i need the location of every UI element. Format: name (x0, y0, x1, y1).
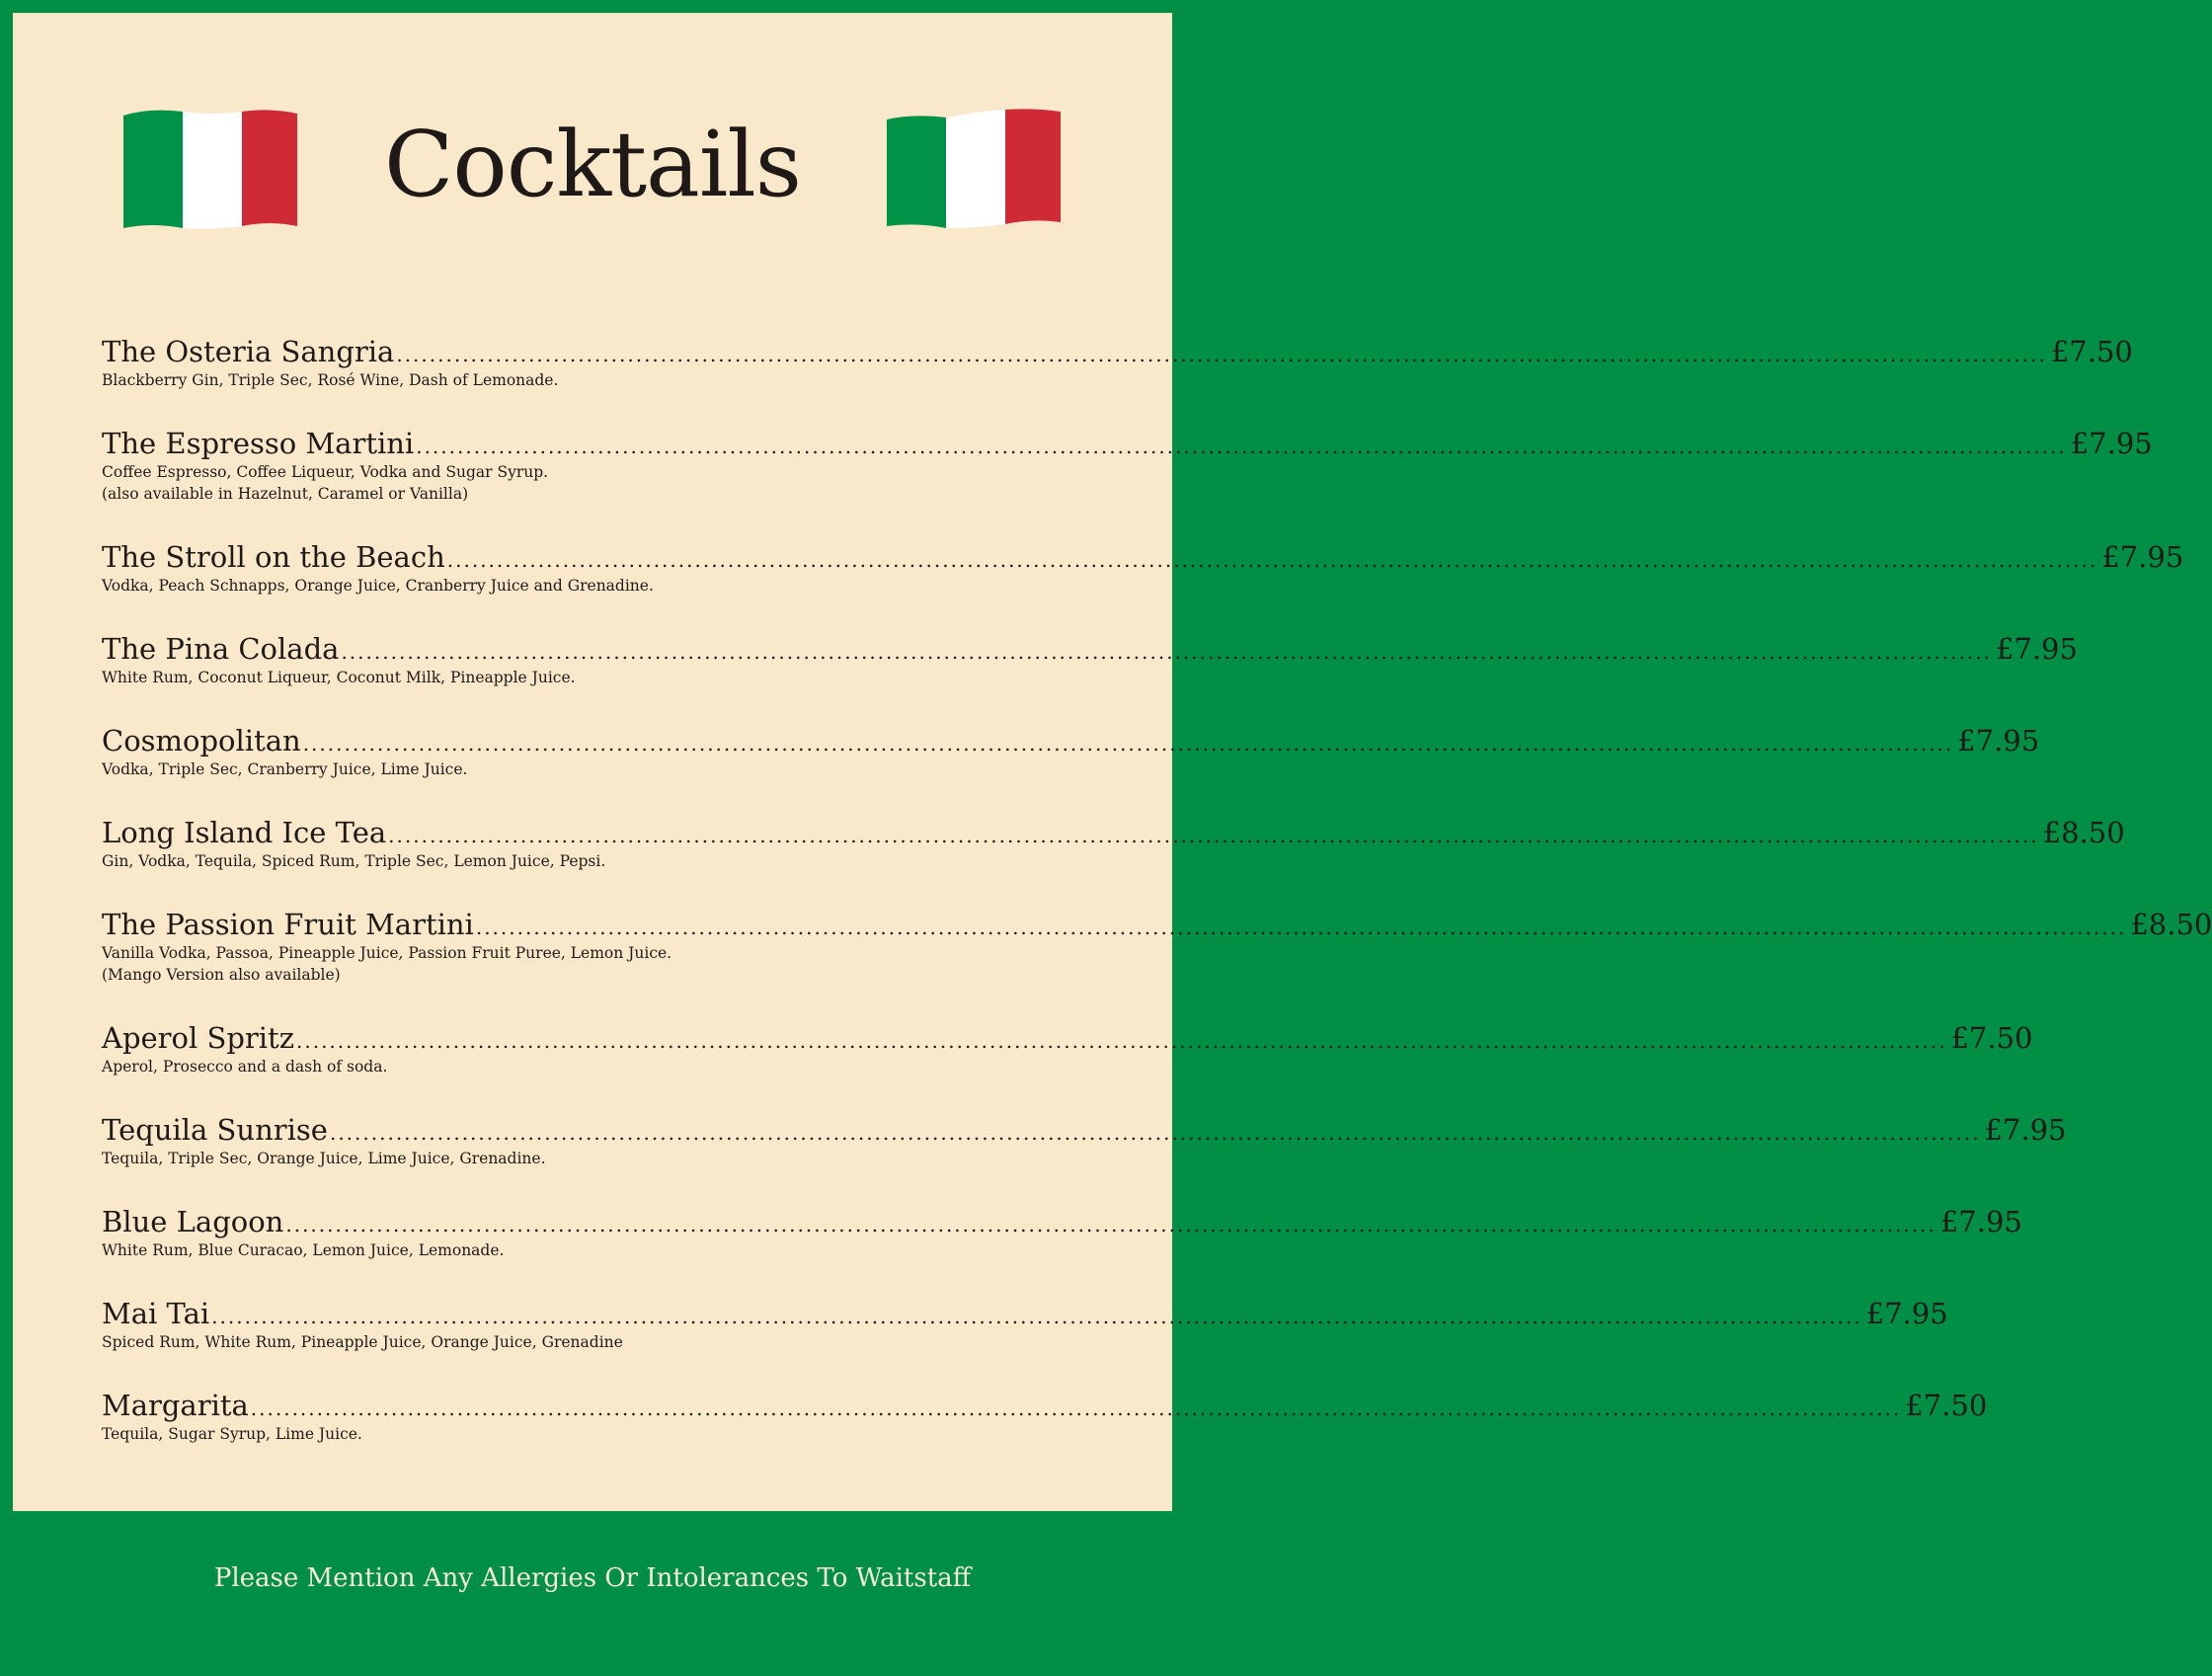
item-name: The Pina Colada (102, 632, 340, 666)
item-price: £7.95 (2101, 540, 2184, 574)
menu-item (102, 1296, 1948, 1353)
item-name: The Espresso Martini (102, 427, 415, 460)
item-name: Tequila Sunrise (102, 1113, 328, 1147)
dot-leader: ........................................................................................................................................................................................................ (211, 1305, 1862, 1328)
menu-item (102, 907, 2212, 986)
item-description: Vanilla Vodka, Passoa, Pineapple Juice, Passion Fruit Puree, Lemon Juice. (102, 944, 672, 962)
menu-item (102, 815, 2125, 872)
item-note: (also available in Hazelnut, Caramel or Vanilla) (102, 485, 469, 503)
item-description: Gin, Vodka, Tequila, Spiced Rum, Triple Sec, Lemon Juice, Pepsi. (102, 852, 606, 870)
item-price: £7.95 (1865, 1297, 1948, 1330)
item-price: £7.95 (1995, 632, 2078, 666)
dot-leader: ........................................................................................................................................................................................................ (446, 548, 2098, 572)
item-description: Aperol, Prosecco and a dash of soda. (102, 1058, 388, 1076)
menu-panel (13, 13, 2212, 1511)
item-description: Tequila, Triple Sec, Orange Juice, Lime Juice, Grenadine. (102, 1150, 546, 1167)
item-name: The Stroll on the Beach (102, 540, 445, 574)
item-price: £8.50 (2130, 908, 2212, 941)
menu-item (102, 1112, 2067, 1169)
allergy-notice: Please Mention Any Allergies Or Intolerances To Waitstaff (213, 1563, 972, 1593)
dot-leader: ........................................................................................................................................................................................................ (388, 824, 2039, 847)
item-description: Tequila, Sugar Syrup, Lime Juice. (102, 1425, 362, 1443)
item-description: White Rum, Blue Curacao, Lemon Juice, Lemonade. (102, 1241, 505, 1259)
dot-leader: ........................................................................................................................................................................................................ (396, 343, 2047, 366)
item-price: £7.50 (2050, 335, 2133, 368)
dot-leader: ........................................................................................................................................................................................................ (329, 1121, 1981, 1145)
item-name: Blue Lagoon (102, 1205, 284, 1238)
item-note: (Mango Version also available) (102, 966, 341, 984)
item-price: £7.50 (1950, 1021, 2033, 1055)
dot-leader: ........................................................................................................................................................................................................ (416, 435, 2067, 458)
item-price: £8.50 (2042, 816, 2125, 849)
item-name: Aperol Spritz (102, 1021, 294, 1055)
menu-item (102, 426, 2153, 505)
item-description: Blackberry Gin, Triple Sec, Rosé Wine, Dash of Lemonade. (102, 371, 559, 389)
menu-item (102, 1204, 2022, 1261)
dot-leader: ........................................................................................................................................................................................................ (285, 1213, 1936, 1237)
item-name: Margarita (102, 1389, 249, 1422)
dot-leader: ........................................................................................................................................................................................................ (475, 916, 2127, 939)
item-price: £7.95 (1957, 724, 2040, 758)
menu-item (102, 539, 2184, 597)
item-description: White Rum, Coconut Liqueur, Coconut Milk, Pineapple Juice. (102, 669, 576, 686)
item-price: £7.95 (1984, 1113, 2067, 1147)
item-description: Coffee Espresso, Coffee Liqueur, Vodka and Sugar Syrup. (102, 463, 549, 481)
page-title: Cocktails (384, 112, 801, 217)
dot-leader: ........................................................................................................................................................................................................ (250, 1397, 1902, 1420)
item-description: Spiced Rum, White Rum, Pineapple Juice, Orange Juice, Grenadine (102, 1333, 623, 1351)
dot-leader: ........................................................................................................................................................................................................ (341, 640, 1992, 664)
item-name: Mai Tai (102, 1297, 210, 1330)
item-price: £7.95 (1939, 1205, 2022, 1238)
menu-item (102, 1020, 2033, 1077)
menu-item (102, 631, 2078, 688)
item-name: Cosmopolitan (102, 724, 301, 758)
dot-leader: ........................................................................................................................................................................................................ (302, 732, 1954, 756)
item-description: Vodka, Triple Sec, Cranberry Juice, Lime Juice. (102, 760, 468, 778)
item-price: £7.50 (1905, 1389, 1988, 1422)
item-name: The Passion Fruit Martini (102, 908, 474, 941)
item-name: The Osteria Sangria (102, 335, 395, 368)
italian-flag-icon (883, 106, 1065, 230)
item-description: Vodka, Peach Schnapps, Orange Juice, Cranberry Juice and Grenadine. (102, 577, 654, 595)
menu-item (102, 1388, 1988, 1445)
item-name: Long Island Ice Tea (102, 816, 387, 849)
dot-leader: ........................................................................................................................................................................................................ (296, 1029, 1947, 1053)
item-price: £7.95 (2070, 427, 2153, 460)
menu-item (102, 723, 2040, 780)
menu-item (102, 334, 2133, 391)
